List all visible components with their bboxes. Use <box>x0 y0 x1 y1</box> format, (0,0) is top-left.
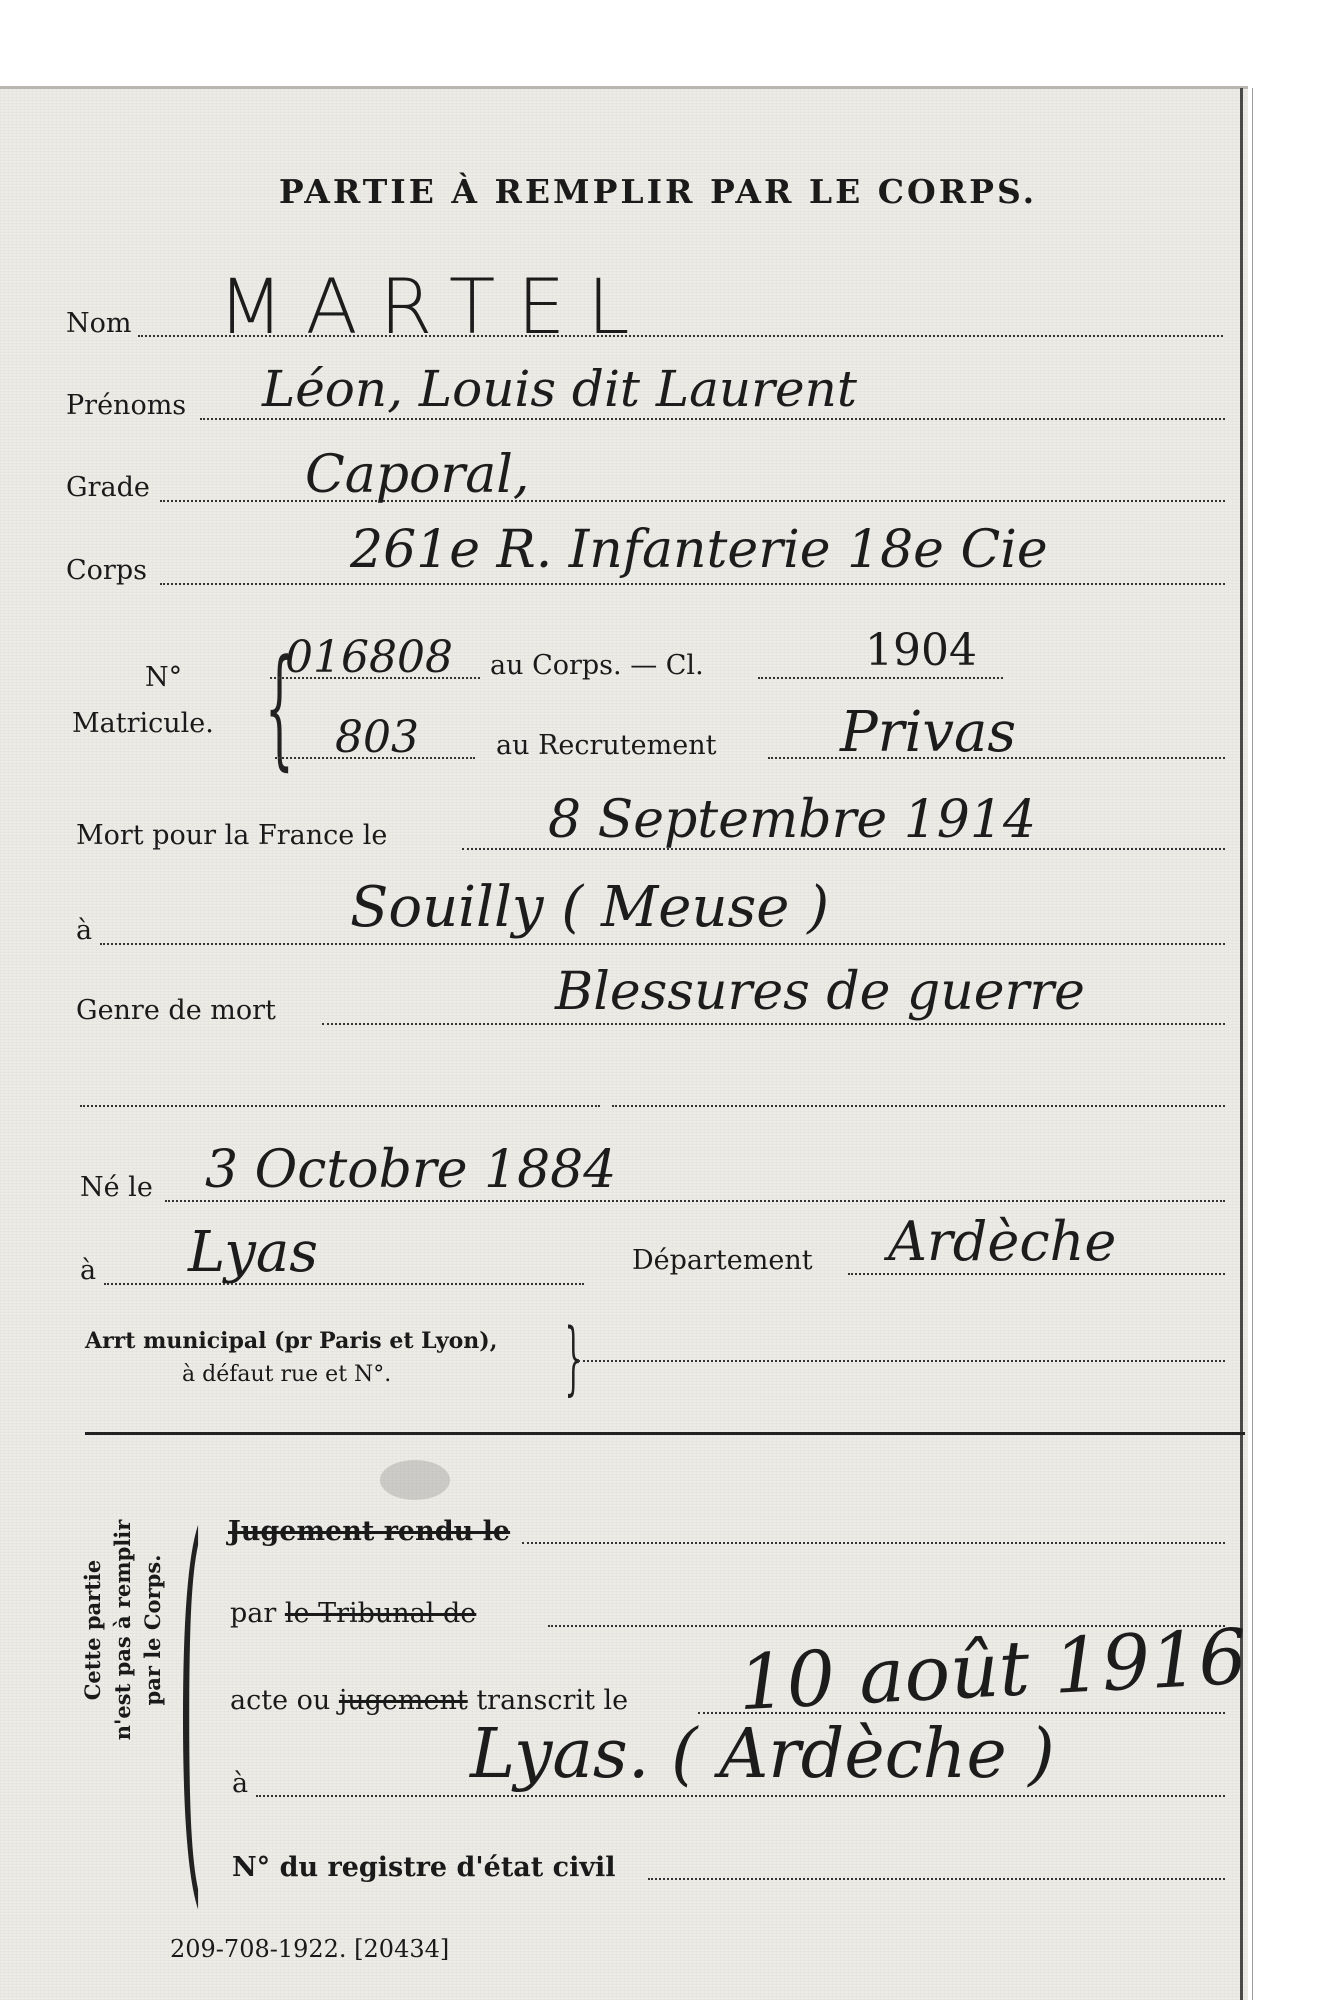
classe-dots <box>758 677 1003 679</box>
acte-line <box>230 1685 628 1716</box>
corps-value: 261e R. Infanterie 18e Cie <box>350 520 1048 580</box>
jugement-line <box>228 1516 510 1547</box>
arr-label-line2: à défaut rue et N°. <box>182 1362 392 1387</box>
ne-lieu-label: à <box>80 1255 97 1286</box>
ne-le-label: Né le <box>80 1172 153 1203</box>
side-note-line3: par le Corps. <box>140 1554 165 1706</box>
lower-lieu-dots <box>256 1795 1225 1797</box>
grade-label: Grade <box>66 472 150 503</box>
departement-label: Département <box>632 1245 813 1276</box>
sheet-edge <box>0 86 1248 89</box>
matricule-brace: { <box>264 631 294 783</box>
mort-label: Mort pour la France le <box>76 820 388 851</box>
lower-lieu-label: à <box>232 1768 249 1799</box>
mort-lieu-value: Souilly ( Meuse ) <box>350 875 830 940</box>
prenoms-dots <box>200 418 1225 420</box>
section-divider <box>85 1432 1245 1435</box>
nom-label: Nom <box>66 308 132 339</box>
ink-smudge <box>380 1460 450 1500</box>
matricule-label: Matricule. <box>72 708 214 739</box>
departement-dots <box>848 1273 1225 1275</box>
genre-label: Genre de mort <box>76 995 276 1026</box>
genre-dots <box>322 1023 1225 1025</box>
nom-value: MARTEL <box>218 262 652 351</box>
blank-dots-left <box>80 1105 600 1107</box>
no-label: N° <box>145 662 183 693</box>
ne-le-value: 3 Octobre 1884 <box>205 1140 617 1200</box>
registre-dots <box>648 1878 1225 1880</box>
mort-value: 8 Septembre 1914 <box>548 790 1037 850</box>
arr-dots <box>578 1360 1225 1362</box>
side-note-line2: n'est pas à remplir <box>110 1519 135 1741</box>
lower-brace: ( <box>178 1455 203 1944</box>
form-header: PARTIE À REMPLIR PAR LE CORPS. <box>278 172 1038 211</box>
arr-brace: } <box>564 1311 583 1404</box>
corps-dots <box>160 583 1225 585</box>
au-corps-label: au Corps. — Cl. <box>490 650 704 681</box>
side-note <box>78 1490 168 1770</box>
acte-suffix: transcrit le <box>476 1685 629 1716</box>
genre-value: Blessures de guerre <box>555 962 1085 1022</box>
margin-rule-secondary <box>1252 88 1253 2000</box>
acte-prefix: acte ou <box>230 1685 331 1716</box>
ne-lieu-dots <box>104 1283 584 1285</box>
departement-value: Ardèche <box>888 1210 1117 1273</box>
acte-value: 10 août 1916 <box>736 1611 1249 1728</box>
jugement-dots <box>522 1542 1225 1544</box>
blank-dots-right <box>612 1105 1225 1107</box>
print-code: 209-708-1922. [20434] <box>170 1935 450 1963</box>
acte-strike: jugement <box>338 1685 468 1716</box>
corps-label: Corps <box>66 555 147 586</box>
arr-label-line1: Arrt municipal (pr Paris et Lyon), <box>85 1328 498 1354</box>
jugement-label: Jugement rendu le <box>228 1516 511 1547</box>
ne-le-dots <box>165 1200 1225 1202</box>
recrutement-number-value: 803 <box>335 712 419 763</box>
prenoms-value: Léon, Louis dit Laurent <box>262 360 857 418</box>
recrutement-place-value: Privas <box>840 700 1017 765</box>
tribunal-prefix: par <box>230 1598 277 1629</box>
corps-number-value: 016808 <box>285 632 453 683</box>
ne-lieu-value: Lyas <box>188 1220 318 1285</box>
classe-value: 1904 <box>865 625 977 676</box>
lower-lieu-value: Lyas. ( Ardèche ) <box>470 1715 1055 1794</box>
mort-lieu-dots <box>100 943 1225 945</box>
margin-rule <box>1240 88 1243 2000</box>
tribunal-line <box>230 1598 476 1629</box>
tribunal-label: le Tribunal de <box>284 1598 477 1629</box>
registre-label: N° du registre d'état civil <box>232 1852 616 1883</box>
side-note-line1: Cette partie <box>80 1559 105 1701</box>
grade-value: Caporal, <box>305 445 530 505</box>
prenoms-label: Prénoms <box>66 390 187 421</box>
au-recrutement-label: au Recrutement <box>496 730 717 761</box>
mort-lieu-label: à <box>76 915 93 946</box>
